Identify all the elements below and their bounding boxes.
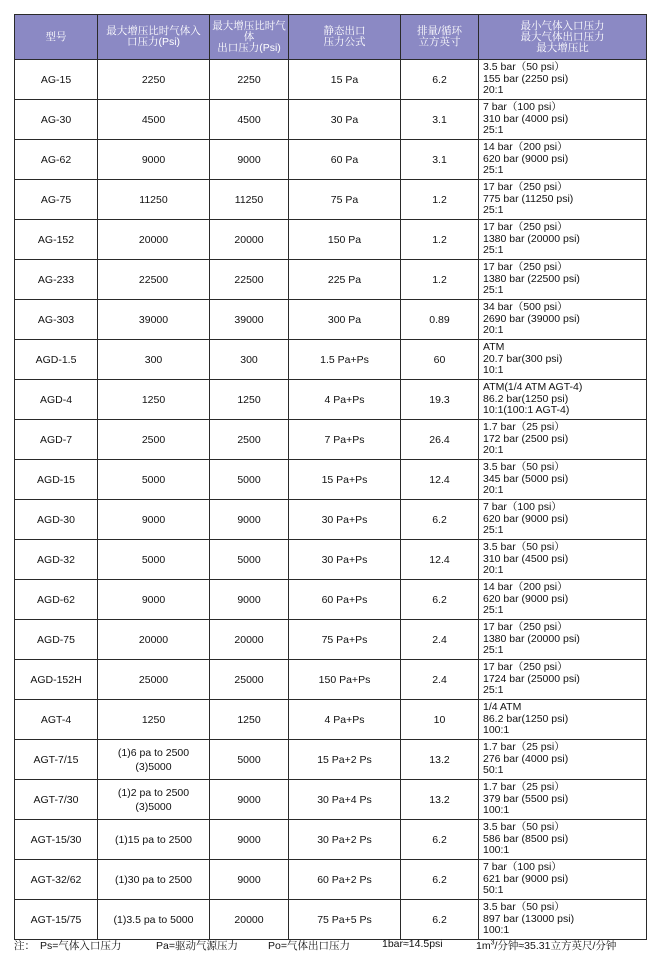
pressure-note-line: 3.5 bar（50 psi） xyxy=(483,821,565,834)
booster-spec-table xyxy=(14,14,647,940)
displacement-cell: 6.2 xyxy=(401,580,479,620)
pressure-note-line: 20:1 xyxy=(483,84,504,97)
header-model xyxy=(15,15,98,60)
pressure-notes-cell xyxy=(479,900,647,940)
header-max-ratio-inlet-pressure xyxy=(98,15,210,60)
inlet-pressure-line: (1)15 pa to 2500 xyxy=(114,833,193,846)
pressure-notes-cell xyxy=(479,300,647,340)
static-formula-cell: 30 Pa+4 Ps xyxy=(289,780,401,820)
table-row xyxy=(15,740,647,780)
pressure-note-line: 276 bar (4000 psi) xyxy=(483,752,569,765)
outlet-pressure-cell: 11250 xyxy=(210,180,289,220)
model-cell: AGD-7 xyxy=(15,420,98,460)
inlet-pressure-line: 25000 xyxy=(138,673,169,686)
pressure-note-line: 1.7 bar（25 psi） xyxy=(483,741,565,754)
table-row xyxy=(15,140,647,180)
displacement-cell: 6.2 xyxy=(401,500,479,540)
header-displacement xyxy=(401,15,479,60)
outlet-pressure-cell: 4500 xyxy=(210,100,289,140)
static-formula-cell: 7 Pa+Ps xyxy=(289,420,401,460)
inlet-pressure-cell xyxy=(98,860,210,900)
model-cell: AG-15 xyxy=(15,60,98,100)
header-line: 型号 xyxy=(45,30,67,43)
pressure-notes-cell xyxy=(479,460,647,500)
outlet-pressure-cell: 20000 xyxy=(210,220,289,260)
table-row xyxy=(15,260,647,300)
table-row xyxy=(15,60,647,100)
displacement-cell: 6.2 xyxy=(401,60,479,100)
pressure-notes-cell xyxy=(479,60,647,100)
model-cell: AGD-30 xyxy=(15,500,98,540)
pressure-note-line: 345 bar (5000 psi) xyxy=(483,472,569,485)
pressure-note-line: 25:1 xyxy=(483,644,504,657)
inlet-pressure-cell xyxy=(98,60,210,100)
table-row xyxy=(15,300,647,340)
pressure-note-line: 3.5 bar（50 psi） xyxy=(483,61,565,74)
model-cell: AG-233 xyxy=(15,260,98,300)
header-line: 最大增压比时气 xyxy=(212,19,286,32)
pressure-note-line: 620 bar (9000 psi) xyxy=(483,152,569,165)
model-cell: AGD-75 xyxy=(15,620,98,660)
footer-ps-definition: Ps=气体入口压力 xyxy=(40,940,122,952)
table-row xyxy=(15,700,647,740)
footer-flow-text: /分钟≈35.31立方英尺/分钟 xyxy=(494,940,617,952)
inlet-pressure-line: 1250 xyxy=(141,393,166,406)
table-row xyxy=(15,660,647,700)
static-formula-cell: 30 Pa+2 Ps xyxy=(289,820,401,860)
inlet-pressure-line: (1)2 pa to 2500 xyxy=(117,786,190,799)
pressure-notes-cell xyxy=(479,620,647,660)
inlet-pressure-line: 2500 xyxy=(141,433,166,446)
inlet-pressure-line: 39000 xyxy=(138,313,169,326)
footer-note-label: 注： xyxy=(14,940,35,952)
outlet-pressure-cell: 5000 xyxy=(210,740,289,780)
static-formula-cell: 30 Pa+Ps xyxy=(289,540,401,580)
outlet-pressure-cell: 9000 xyxy=(210,500,289,540)
inlet-pressure-line: (1)30 pa to 2500 xyxy=(114,873,193,886)
pressure-note-line: 1.7 bar（25 psi） xyxy=(483,421,565,434)
inlet-pressure-cell xyxy=(98,460,210,500)
pressure-notes-cell xyxy=(479,820,647,860)
displacement-cell: 60 xyxy=(401,340,479,380)
table-body xyxy=(15,60,647,940)
table-row xyxy=(15,220,647,260)
pressure-note-line: 17 bar（250 psi） xyxy=(483,261,568,274)
pressure-notes-cell xyxy=(479,540,647,580)
pressure-note-line: 3.5 bar（50 psi） xyxy=(483,901,565,914)
pressure-notes-cell xyxy=(479,420,647,460)
header-line: 最大增压比 xyxy=(536,41,589,54)
model-cell: AGT-15/30 xyxy=(15,820,98,860)
pressure-note-line: 7 bar（100 psi） xyxy=(483,861,562,874)
pressure-note-line: 379 bar (5500 psi) xyxy=(483,792,569,805)
pressure-notes-cell xyxy=(479,860,647,900)
pressure-notes-cell xyxy=(479,660,647,700)
pressure-note-line: 620 bar (9000 psi) xyxy=(483,512,569,525)
table-header xyxy=(15,15,647,60)
inlet-pressure-line: 9000 xyxy=(141,513,166,526)
displacement-cell: 6.2 xyxy=(401,820,479,860)
pressure-note-line: 3.5 bar（50 psi） xyxy=(483,461,565,474)
pressure-note-line: 17 bar（250 psi） xyxy=(483,621,568,634)
header-line: 最大增压比时气体入 xyxy=(106,25,201,37)
pressure-note-line: 25:1 xyxy=(483,684,504,697)
inlet-pressure-line: 11250 xyxy=(139,193,168,206)
model-cell: AGT-7/30 xyxy=(15,780,98,820)
inlet-pressure-cell xyxy=(98,700,210,740)
outlet-pressure-cell: 9000 xyxy=(210,140,289,180)
inlet-pressure-cell xyxy=(98,260,210,300)
pressure-note-line: 17 bar（250 psi） xyxy=(483,221,568,234)
pressure-note-line: 310 bar (4500 psi) xyxy=(483,552,569,565)
inlet-pressure-cell xyxy=(98,660,210,700)
pressure-note-line: 20:1 xyxy=(483,444,504,457)
inlet-pressure-cell xyxy=(98,220,210,260)
spec-sheet xyxy=(14,14,646,940)
header-static-outlet-formula xyxy=(289,15,401,60)
inlet-pressure-line: 9000 xyxy=(141,153,166,166)
pressure-note-line: 25:1 xyxy=(483,124,504,137)
displacement-cell: 6.2 xyxy=(401,860,479,900)
table-row xyxy=(15,620,647,660)
pressure-note-line: 20.7 bar(300 psi) xyxy=(483,352,563,365)
outlet-pressure-cell: 39000 xyxy=(210,300,289,340)
static-formula-cell: 150 Pa xyxy=(289,220,401,260)
outlet-pressure-cell: 20000 xyxy=(210,900,289,940)
inlet-pressure-cell xyxy=(98,580,210,620)
model-cell: AGD-4 xyxy=(15,380,98,420)
inlet-pressure-cell xyxy=(98,500,210,540)
header-line: 压力公式 xyxy=(323,36,366,48)
pressure-note-line: 25:1 xyxy=(483,244,504,257)
table-row xyxy=(15,180,647,220)
displacement-cell: 6.2 xyxy=(401,900,479,940)
outlet-pressure-cell: 5000 xyxy=(210,460,289,500)
pressure-note-line: 172 bar (2500 psi) xyxy=(483,432,569,445)
inlet-pressure-line: 1250 xyxy=(141,713,166,726)
pressure-note-line: 17 bar（250 psi） xyxy=(483,661,568,674)
displacement-cell: 3.1 xyxy=(401,100,479,140)
pressure-note-line: 10:1(100:1 AGT-4) xyxy=(483,404,570,417)
static-formula-cell: 4 Pa+Ps xyxy=(289,700,401,740)
displacement-cell: 1.2 xyxy=(401,220,479,260)
model-cell: AG-62 xyxy=(15,140,98,180)
pressure-note-line: 1380 bar (20000 psi) xyxy=(483,632,580,645)
inlet-pressure-cell xyxy=(98,380,210,420)
pressure-notes-cell xyxy=(479,580,647,620)
model-cell: AGD-15 xyxy=(15,460,98,500)
header-line: 出口压力(Psi) xyxy=(217,41,281,54)
footer-flow-unit: 1m xyxy=(476,940,491,952)
pressure-note-line: 25:1 xyxy=(483,284,504,297)
pressure-note-line: 620 bar (9000 psi) xyxy=(483,592,569,605)
pressure-notes-cell xyxy=(479,340,647,380)
displacement-cell: 1.2 xyxy=(401,260,479,300)
pressure-note-line: 20:1 xyxy=(483,324,504,337)
header-line: 体 xyxy=(243,30,255,43)
outlet-pressure-cell: 1250 xyxy=(210,700,289,740)
table-row xyxy=(15,340,647,380)
pressure-note-line: 14 bar（200 psi） xyxy=(483,581,568,594)
inlet-pressure-cell xyxy=(98,780,210,820)
outlet-pressure-cell: 1250 xyxy=(210,380,289,420)
displacement-cell: 1.2 xyxy=(401,180,479,220)
static-formula-cell: 75 Pa xyxy=(289,180,401,220)
header-line: 静态出口 xyxy=(323,25,366,37)
header-line: 口压力(Psi) xyxy=(126,36,181,48)
model-cell: AG-152 xyxy=(15,220,98,260)
pressure-note-line: 586 bar (8500 psi) xyxy=(483,832,569,845)
pressure-notes-cell xyxy=(479,700,647,740)
displacement-cell: 26.4 xyxy=(401,420,479,460)
static-formula-cell: 15 Pa xyxy=(289,60,401,100)
table-row xyxy=(15,860,647,900)
inlet-pressure-line: 300 xyxy=(144,353,163,366)
model-cell: AG-30 xyxy=(15,100,98,140)
footer-po-definition: Po=气体出口压力 xyxy=(268,940,350,952)
pressure-notes-cell xyxy=(479,780,647,820)
inlet-pressure-line: (1)6 pa to 2500 xyxy=(117,746,190,759)
displacement-cell: 2.4 xyxy=(401,620,479,660)
inlet-pressure-cell xyxy=(98,620,210,660)
table-row xyxy=(15,380,647,420)
inlet-pressure-line: 5000 xyxy=(141,553,166,566)
pressure-note-line: 20:1 xyxy=(483,484,504,497)
inlet-pressure-cell xyxy=(98,740,210,780)
pressure-note-line: 1380 bar (22500 psi) xyxy=(483,272,580,285)
pressure-note-line: 100:1 xyxy=(483,844,510,857)
inlet-pressure-cell xyxy=(98,540,210,580)
inlet-pressure-cell xyxy=(98,820,210,860)
header-line: 立方英寸 xyxy=(418,36,461,48)
pressure-note-line: 86.2 bar(1250 psi) xyxy=(483,712,569,725)
inlet-pressure-cell xyxy=(98,900,210,940)
inlet-pressure-line: 20000 xyxy=(138,633,169,646)
pressure-note-line: 100:1 xyxy=(483,804,510,817)
displacement-cell: 13.2 xyxy=(401,740,479,780)
model-cell: AGD-32 xyxy=(15,540,98,580)
inlet-pressure-line: 2250 xyxy=(141,73,166,86)
static-formula-cell: 60 Pa xyxy=(289,140,401,180)
footer-flow-exponent: 3 xyxy=(490,939,495,947)
displacement-cell: 19.3 xyxy=(401,380,479,420)
table-row xyxy=(15,820,647,860)
pressure-note-line: 25:1 xyxy=(483,604,504,617)
pressure-note-line: 17 bar（250 psi） xyxy=(483,181,568,194)
displacement-cell: 10 xyxy=(401,700,479,740)
pressure-notes-cell xyxy=(479,500,647,540)
footer-pa-definition: Pa=驱动气源压力 xyxy=(156,940,238,952)
static-formula-cell: 60 Pa+Ps xyxy=(289,580,401,620)
static-formula-cell: 30 Pa+Ps xyxy=(289,500,401,540)
static-formula-cell: 15 Pa+2 Ps xyxy=(289,740,401,780)
outlet-pressure-cell: 5000 xyxy=(210,540,289,580)
pressure-note-line: 14 bar（200 psi） xyxy=(483,141,568,154)
footer-bar-conversion: 1bar≈14.5psi xyxy=(382,938,443,950)
model-cell: AGD-62 xyxy=(15,580,98,620)
pressure-note-line: 50:1 xyxy=(483,884,504,897)
pressure-notes-cell xyxy=(479,380,647,420)
header-max-ratio-outlet-pressure xyxy=(210,15,289,60)
pressure-notes-cell xyxy=(479,140,647,180)
inlet-pressure-line: 9000 xyxy=(141,593,166,606)
table-row xyxy=(15,540,647,580)
table-row xyxy=(15,780,647,820)
static-formula-cell: 30 Pa xyxy=(289,100,401,140)
static-formula-cell: 150 Pa+Ps xyxy=(289,660,401,700)
static-formula-cell: 225 Pa xyxy=(289,260,401,300)
header-line: 最大气体出口压力 xyxy=(520,30,605,43)
pressure-note-line: 25:1 xyxy=(483,164,504,177)
inlet-pressure-cell xyxy=(98,340,210,380)
pressure-notes-cell xyxy=(479,740,647,780)
header-line: 排量/循环 xyxy=(417,25,462,37)
table-row xyxy=(15,460,647,500)
pressure-note-line: 50:1 xyxy=(483,764,504,777)
pressure-notes-cell xyxy=(479,180,647,220)
outlet-pressure-cell: 9000 xyxy=(210,580,289,620)
pressure-note-line: 10:1 xyxy=(483,364,504,377)
pressure-note-line: 3.5 bar（50 psi） xyxy=(483,541,565,554)
outlet-pressure-cell: 9000 xyxy=(210,780,289,820)
model-cell: AGT-15/75 xyxy=(15,900,98,940)
pressure-note-line: 34 bar（500 psi） xyxy=(483,301,568,314)
pressure-note-line: 25:1 xyxy=(483,204,504,217)
outlet-pressure-cell: 9000 xyxy=(210,820,289,860)
static-formula-cell: 300 Pa xyxy=(289,300,401,340)
model-cell: AG-303 xyxy=(15,300,98,340)
table-row xyxy=(15,580,647,620)
pressure-note-line: 20:1 xyxy=(483,564,504,577)
model-cell: AG-75 xyxy=(15,180,98,220)
pressure-note-line: 100:1 xyxy=(483,724,510,737)
inlet-pressure-line: 4500 xyxy=(141,113,166,126)
footer-flow-conversion xyxy=(476,938,616,953)
pressure-note-line: 100:1 xyxy=(483,924,510,937)
outlet-pressure-cell: 20000 xyxy=(210,620,289,660)
table-row xyxy=(15,100,647,140)
inlet-pressure-cell xyxy=(98,300,210,340)
table-row xyxy=(15,420,647,460)
pressure-note-line: 775 bar (11250 psi) xyxy=(483,192,574,205)
inlet-pressure-line: (3)5000 xyxy=(135,800,172,813)
model-cell: AGT-7/15 xyxy=(15,740,98,780)
inlet-pressure-cell xyxy=(98,420,210,460)
inlet-pressure-cell xyxy=(98,140,210,180)
pressure-note-line: 1/4 ATM xyxy=(483,701,522,714)
inlet-pressure-line: 5000 xyxy=(141,473,166,486)
displacement-cell: 12.4 xyxy=(401,460,479,500)
pressure-note-line: ATM xyxy=(483,341,505,354)
displacement-cell: 3.1 xyxy=(401,140,479,180)
header-row xyxy=(15,15,647,60)
model-cell: AGT-32/62 xyxy=(15,860,98,900)
pressure-note-line: 25:1 xyxy=(483,524,504,537)
table-row xyxy=(15,500,647,540)
static-formula-cell: 15 Pa+Ps xyxy=(289,460,401,500)
pressure-note-line: 7 bar（100 psi） xyxy=(483,101,562,114)
header-min-inlet-max-outlet-ratio xyxy=(479,15,647,60)
inlet-pressure-line: 22500 xyxy=(138,273,169,286)
inlet-pressure-cell xyxy=(98,180,210,220)
pressure-note-line: 2690 bar (39000 psi) xyxy=(483,312,580,325)
static-formula-cell: 60 Pa+2 Ps xyxy=(289,860,401,900)
header-line: 最小气体入口压力 xyxy=(520,19,605,32)
outlet-pressure-cell: 9000 xyxy=(210,860,289,900)
displacement-cell: 12.4 xyxy=(401,540,479,580)
pressure-note-line: 155 bar (2250 psi) xyxy=(483,72,569,85)
outlet-pressure-cell: 300 xyxy=(210,340,289,380)
pressure-note-line: 86.2 bar(1250 psi) xyxy=(483,392,569,405)
pressure-notes-cell xyxy=(479,260,647,300)
pressure-note-line: 310 bar (4000 psi) xyxy=(483,112,569,125)
outlet-pressure-cell: 2250 xyxy=(210,60,289,100)
pressure-notes-cell xyxy=(479,100,647,140)
static-formula-cell: 4 Pa+Ps xyxy=(289,380,401,420)
pressure-note-line: 897 bar (13000 psi) xyxy=(483,912,575,925)
pressure-note-line: 1380 bar (20000 psi) xyxy=(483,232,580,245)
pressure-note-line: 1724 bar (25000 psi) xyxy=(483,672,580,685)
pressure-note-line: 1.7 bar（25 psi） xyxy=(483,781,565,794)
pressure-note-line: 621 bar (9000 psi) xyxy=(483,872,569,885)
model-cell: AGD-152H xyxy=(15,660,98,700)
outlet-pressure-cell: 22500 xyxy=(210,260,289,300)
pressure-note-line: 7 bar（100 psi） xyxy=(483,501,562,514)
static-formula-cell: 1.5 Pa+Ps xyxy=(289,340,401,380)
inlet-pressure-cell xyxy=(98,100,210,140)
model-cell: AGD-1.5 xyxy=(15,340,98,380)
displacement-cell: 0.89 xyxy=(401,300,479,340)
model-cell: AGT-4 xyxy=(15,700,98,740)
pressure-note-line: ATM(1/4 ATM AGT-4) xyxy=(483,381,583,394)
outlet-pressure-cell: 25000 xyxy=(210,660,289,700)
static-formula-cell: 75 Pa+5 Ps xyxy=(289,900,401,940)
inlet-pressure-line: (3)5000 xyxy=(135,760,172,773)
static-formula-cell: 75 Pa+Ps xyxy=(289,620,401,660)
pressure-notes-cell xyxy=(479,220,647,260)
table-row xyxy=(15,900,647,940)
inlet-pressure-line: (1)3.5 pa to 5000 xyxy=(113,913,194,926)
displacement-cell: 13.2 xyxy=(401,780,479,820)
outlet-pressure-cell: 2500 xyxy=(210,420,289,460)
inlet-pressure-line: 20000 xyxy=(138,233,169,246)
displacement-cell: 2.4 xyxy=(401,660,479,700)
